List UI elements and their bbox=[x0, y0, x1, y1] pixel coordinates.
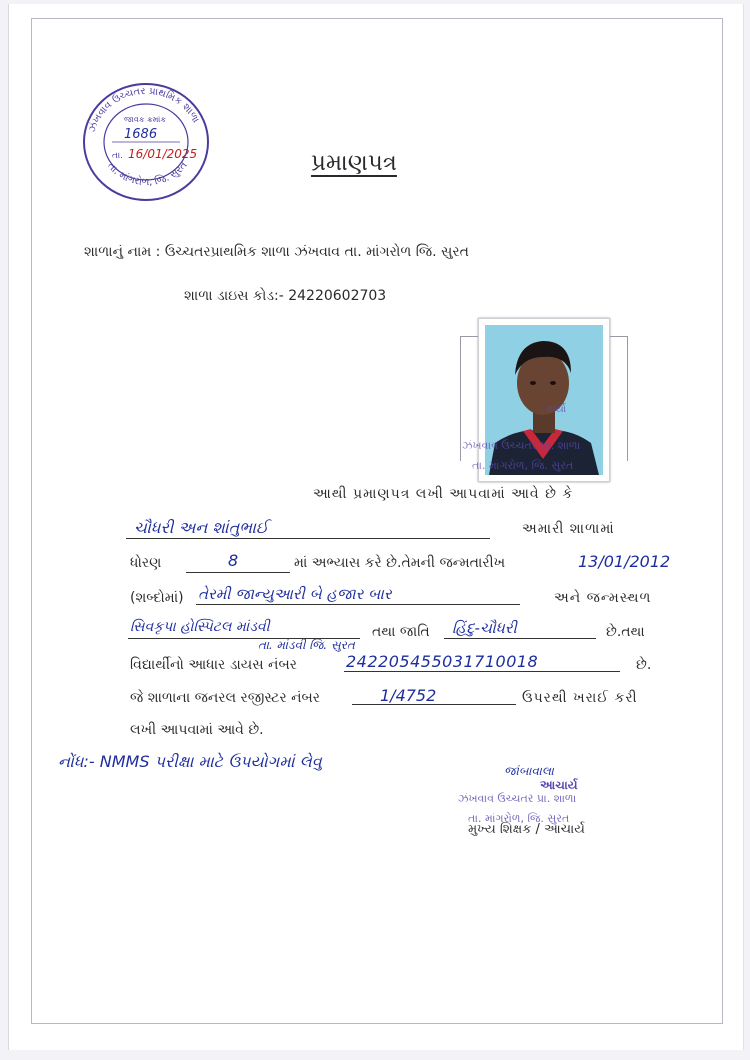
svg-text:ઝંખવાવ ઉચ્ચતર પ્રાથમિક શાળા: ઝંખવાવ ઉચ્ચતર પ્રાથમિક શાળા bbox=[87, 85, 202, 134]
photo-stamp-line2: તા. માંગરોળ, જિ. સુરત bbox=[472, 459, 574, 472]
photo-stamp-sign: કાર્યા bbox=[546, 404, 567, 415]
our-school-text: અમારી શાળામાં bbox=[522, 521, 615, 537]
dise-code: 24220602703 bbox=[288, 288, 387, 304]
svg-text:1686: 1686 bbox=[124, 127, 158, 142]
note-row bbox=[58, 752, 322, 772]
signature-stamp-line1: ઝંખવાવ ઉચ્ચતર પ્રા. શાળા bbox=[458, 792, 577, 805]
round-stamp-logo bbox=[78, 78, 216, 206]
student-name: ચૌધરી અન શાંતુભાઈ bbox=[134, 518, 269, 537]
svg-text:તા. માંગરોળ, જિ. સુરત: તા. માંગરોળ, જિ. સુરત bbox=[105, 159, 190, 189]
register-end: ઉપરથી ખરાઈ કરી bbox=[522, 690, 638, 706]
caste-value: હિંદુ-ચૌધરી bbox=[452, 619, 517, 637]
aadhar-value: 242205455031710018 bbox=[346, 652, 539, 671]
birthplace-line bbox=[128, 638, 360, 639]
dob-words-line bbox=[196, 604, 520, 605]
aadhar-line bbox=[344, 671, 620, 672]
signature-stamp-line2: તા. માંગરોળ, જિ. સુરત bbox=[468, 812, 570, 825]
school-name-row bbox=[84, 244, 469, 260]
closing-text: લખી આપવામાં આવે છે. bbox=[130, 722, 264, 738]
school-name: ઉચ્ચતરપ્રાથમિક શાળા ઝંખવાવ તા. માંગરોળ જિ. સુરત bbox=[164, 244, 469, 260]
dise-row bbox=[184, 288, 386, 304]
birthplace-value: સિવકૃપા હોસ્પિટલ માંડવી bbox=[130, 619, 270, 635]
signature-stamp-title: આચાર્ય bbox=[540, 778, 578, 792]
dise-label: શાળા ડાઇસ કોડ:- bbox=[184, 288, 284, 304]
page-title: પ્રમાણપત્ર bbox=[311, 150, 397, 176]
intro-text: આથી પ્રમાણપત્ર લખી આપવામાં આવે છે કે bbox=[313, 486, 574, 502]
caste-end: છે.તથા bbox=[606, 624, 645, 640]
note-label: નોંધ:- bbox=[58, 752, 95, 771]
caste-label: તથા જાતિ bbox=[372, 624, 430, 640]
std-value: 8 bbox=[228, 551, 239, 570]
svg-text:16/01/2025: 16/01/2025 bbox=[128, 147, 198, 161]
birthplace-sub: તા. માંડવી જિ. સુરત bbox=[258, 638, 355, 652]
register-label: જે શાળાના જનરલ રજીસ્ટર નંબર bbox=[130, 690, 321, 706]
school-name-label: શાળાનું નામ : bbox=[84, 244, 161, 260]
in-words-label: (શબ્દોમાં) bbox=[130, 590, 184, 606]
aadhar-label: વિદ્યાર્થીનો આધાર ડાયસ નંબર bbox=[130, 657, 297, 673]
dob-words: તેરમી જાન્યુઆરી બે હજાર બાર bbox=[198, 585, 392, 603]
birthplace-label: અને જન્મસ્થળ bbox=[554, 590, 652, 606]
std-label: ધોરણ bbox=[130, 555, 162, 571]
dob-value: 13/01/2012 bbox=[578, 552, 671, 571]
svg-text:જાવક ક્રમાંક: જાવક ક્રમાંક bbox=[124, 115, 166, 124]
signature-name: જાંબાવાલા bbox=[504, 764, 554, 778]
note-text: NMMS પરીક્ષા માટે ઉપયોગમાં લેવુ bbox=[99, 752, 322, 771]
photo-stamp-line1: ઝંખવાવ ઉચ્ચતર પ્રા. શાળા bbox=[462, 439, 581, 452]
photo-stamp bbox=[462, 436, 580, 476]
aadhar-end: છે. bbox=[636, 657, 652, 673]
std-line bbox=[186, 572, 290, 573]
student-name-line bbox=[126, 538, 490, 539]
caste-line bbox=[444, 638, 596, 639]
svg-text:તા.: તા. bbox=[112, 151, 124, 161]
studying-text: માં અભ્યાસ કરે છે.તેમની જન્મતારીખ bbox=[294, 555, 506, 571]
designation: મુખ્ય શિક્ષક / આચાર્ય bbox=[468, 822, 585, 837]
register-no: 1/4752 bbox=[380, 686, 437, 705]
register-line bbox=[352, 704, 516, 705]
